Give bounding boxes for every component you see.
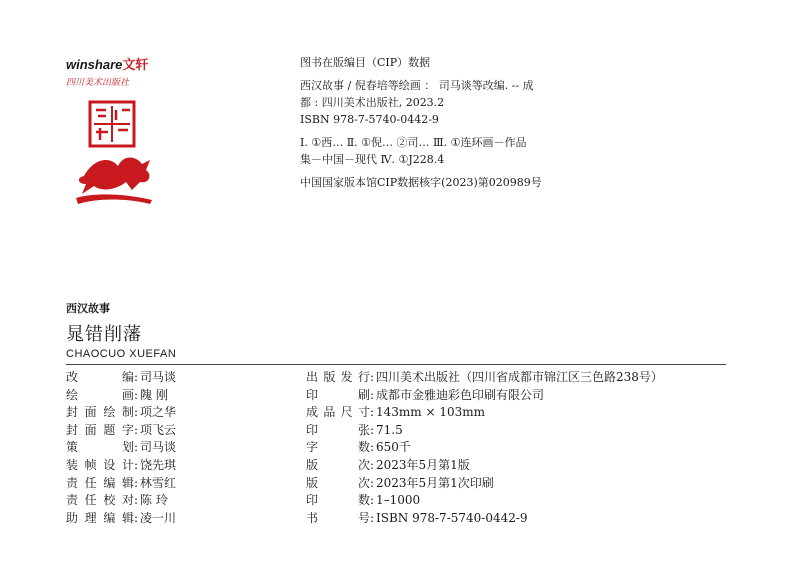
publication-row: 印张 : 71.5 <box>306 422 663 440</box>
publication-row: 版次 : 2023年5月第1次印刷 <box>306 475 663 493</box>
publication-value: 650千 <box>376 440 411 455</box>
credit-row: 责任编辑 : 林雪红 <box>66 475 176 493</box>
cip-line: 集－中国－现代 Ⅳ. ①J228.4 <box>300 153 445 166</box>
credit-value: 司马谈 <box>140 440 177 455</box>
credit-row: 策划 : 司马谈 <box>66 439 176 457</box>
seal-stamp-icon <box>66 98 158 210</box>
publication-row: 出版发行 : 四川美术出版社（四川省成都市锦江区三色路238号） <box>306 369 663 387</box>
cip-line: ISBN 978-7-5740-0442-9 <box>300 113 439 126</box>
credit-label: 责任校对 <box>66 493 134 508</box>
publication-row: 成品尺寸 : 143mm × 103mm <box>306 404 663 422</box>
credit-value: 隗 刚 <box>140 387 168 402</box>
book-title-pinyin: CHAOCUO XUEFAN <box>66 348 177 360</box>
credit-label: 装帧设计 <box>66 457 134 472</box>
credit-row: 封面绘制 : 项之华 <box>66 404 176 422</box>
credit-value: 饶先琪 <box>140 457 177 472</box>
credit-row: 责任校对 : 陈 玲 <box>66 492 176 510</box>
publication-label: 版次 <box>306 475 370 490</box>
cip-heading: 图书在版编目（CIP）数据 <box>300 56 431 69</box>
publication-value: ISBN 978-7-5740-0442-9 <box>376 510 528 525</box>
credits-left <box>66 369 176 527</box>
credit-value: 项飞云 <box>140 422 177 437</box>
credit-row: 绘画 : 隗 刚 <box>66 387 176 405</box>
credit-value: 陈 玲 <box>140 493 168 508</box>
publication-label: 字数 <box>306 440 370 455</box>
cip-number: 中国国家版本馆CIP数据核字(2023)第020989号 <box>300 176 542 189</box>
book-title-block <box>66 300 726 360</box>
credits-right <box>306 369 663 527</box>
publication-value: 71.5 <box>376 422 403 437</box>
credit-row: 改编 : 司马谈 <box>66 369 176 387</box>
publication-value: 2023年5月第1次印刷 <box>376 475 494 490</box>
cip-line: Ⅰ. ①西… Ⅱ. ①倪… ②司… Ⅲ. ①连环画－作品 <box>300 136 527 149</box>
publication-value: 成都市金雅迪彩色印刷有限公司 <box>376 387 545 402</box>
divider <box>66 364 726 365</box>
publication-row: 印刷 : 成都市金雅迪彩色印刷有限公司 <box>306 387 663 405</box>
credit-value: 项之华 <box>140 405 177 420</box>
credit-row: 装帧设计 : 饶先琪 <box>66 457 176 475</box>
publication-value: 143mm × 103mm <box>376 405 486 420</box>
brand-wordmark <box>66 54 176 73</box>
publication-label: 印数 <box>306 493 370 508</box>
publication-value: 2023年5月第1版 <box>376 457 470 472</box>
cip-data-block <box>300 54 620 191</box>
credit-label: 责任编辑 <box>66 475 134 490</box>
credit-label: 绘画 <box>66 387 134 402</box>
publication-value: 1–1000 <box>376 493 421 508</box>
publisher-name-text: 四川美术出版社 <box>66 78 130 88</box>
publication-label: 印张 <box>306 422 370 437</box>
credit-label: 助理编辑 <box>66 510 134 525</box>
cip-line: 西汉故事 / 倪春培等绘画 ： 司马谈等改编. -- 成 <box>300 79 534 92</box>
publisher-logo <box>66 54 176 214</box>
credit-label: 策划 <box>66 440 134 455</box>
credit-row: 助理编辑 : 凌一川 <box>66 510 176 528</box>
credit-label: 改编 <box>66 370 134 384</box>
brand-en: winshare <box>66 57 123 72</box>
publication-row: 印数 : 1–1000 <box>306 492 663 510</box>
publication-label: 成品尺寸 <box>306 405 370 420</box>
publication-row: 字数 : 650千 <box>306 439 663 457</box>
publication-label: 书号 <box>306 510 370 525</box>
publication-value: 四川美术出版社（四川省成都市锦江区三色路238号） <box>376 370 663 384</box>
series-name: 西汉故事 <box>66 303 110 315</box>
publication-row: 书号 : ISBN 978-7-5740-0442-9 <box>306 510 663 528</box>
credit-value: 司马谈 <box>140 370 177 384</box>
cip-line: 都 : 四川美术出版社, 2023.2 <box>300 96 445 109</box>
book-title: 晁错削藩 <box>66 324 142 344</box>
credit-label: 封面题字 <box>66 422 134 437</box>
brand-cn: 文轩 <box>122 57 149 72</box>
credit-value: 凌一川 <box>140 510 177 525</box>
credit-value: 林雪红 <box>140 475 177 490</box>
publication-row: 版次 : 2023年5月第1版 <box>306 457 663 475</box>
publication-label: 版次 <box>306 457 370 472</box>
credit-row: 封面题字 : 项飞云 <box>66 422 176 440</box>
credit-label: 封面绘制 <box>66 405 134 420</box>
publisher-name <box>66 75 176 88</box>
publication-label: 印刷 <box>306 387 370 402</box>
publication-label: 出版发行 <box>306 370 370 384</box>
